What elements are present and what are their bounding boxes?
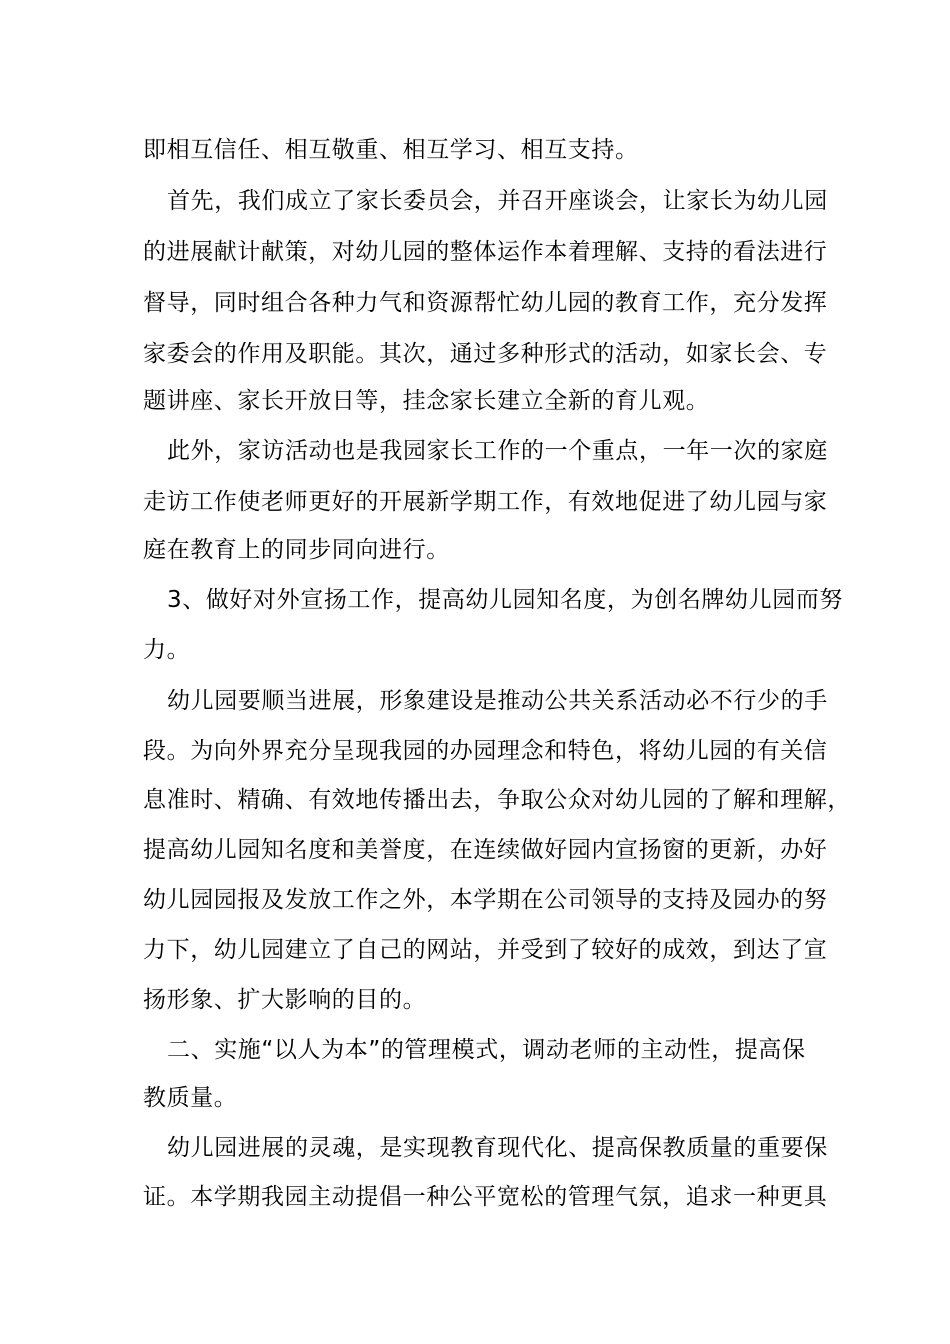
- paragraph-start-line: 幼儿园进展的灵魂，是实现教育现代化、提高保教质量的重要保: [167, 1135, 828, 1161]
- text-line: 力下，幼儿园建立了自己的网站，并受到了较好的成效，到达了宣: [143, 937, 828, 963]
- section-heading-line: 3、做好对外宣扬工作，提高幼儿园知名度，为创名牌幼儿园而努: [167, 587, 844, 613]
- text-line: 段。为向外界充分呈现我园的办园理念和特色，将幼儿园的有关信: [143, 738, 828, 764]
- text-line: 提高幼儿园知名度和美誉度，在连续做好园内宣扬窗的更新，办好: [143, 837, 828, 863]
- text-line: 的进展献计献策，对幼儿园的整体运作本着理解、支持的看法进行: [143, 239, 828, 265]
- text-line: 庭在教育上的同步同向进行。: [143, 537, 450, 563]
- paragraph-start-line: 幼儿园要顺当进展，形象建设是推动公共关系活动必不行少的手: [167, 688, 828, 714]
- section-heading-line: 二、实施“以人为本”的管理模式，调动老师的主动性，提高保: [167, 1037, 806, 1063]
- section-heading-line: 教质量。: [143, 1085, 238, 1111]
- text-line: 幼儿园园报及发放工作之外，本学期在公司领导的支持及园办的努: [143, 887, 828, 913]
- text-line: 督导，同时组合各种力气和资源帮忙幼儿园的教育工作，充分发挥: [143, 290, 828, 316]
- text-line: 扬形象、扩大影响的目的。: [143, 987, 427, 1013]
- text-line: 家委会的作用及职能。其次，通过多种形式的活动，如家长会、专: [143, 341, 828, 367]
- paragraph-start-line: 首先，我们成立了家长委员会，并召开座谈会，让家长为幼儿园: [167, 188, 828, 214]
- section-heading-line: 力。: [143, 637, 191, 663]
- paragraph-start-line: 此外，家访活动也是我园家长工作的一个重点，一年一次的家庭: [167, 438, 828, 464]
- text-line: 即相互信任、相互敬重、相互学习、相互支持。: [143, 137, 639, 163]
- text-line: 走访工作使老师更好的开展新学期工作，有效地促进了幼儿园与家: [143, 489, 828, 515]
- text-line: 息准时、精确、有效地传播出去，争取公众对幼儿园的了解和理解，: [143, 787, 851, 813]
- text-line: 题讲座、家长开放日等，挂念家长建立全新的育儿观。: [143, 388, 710, 414]
- text-line: 证。本学期我园主动提倡一种公平宽松的管理气氛，追求一种更具: [143, 1184, 828, 1210]
